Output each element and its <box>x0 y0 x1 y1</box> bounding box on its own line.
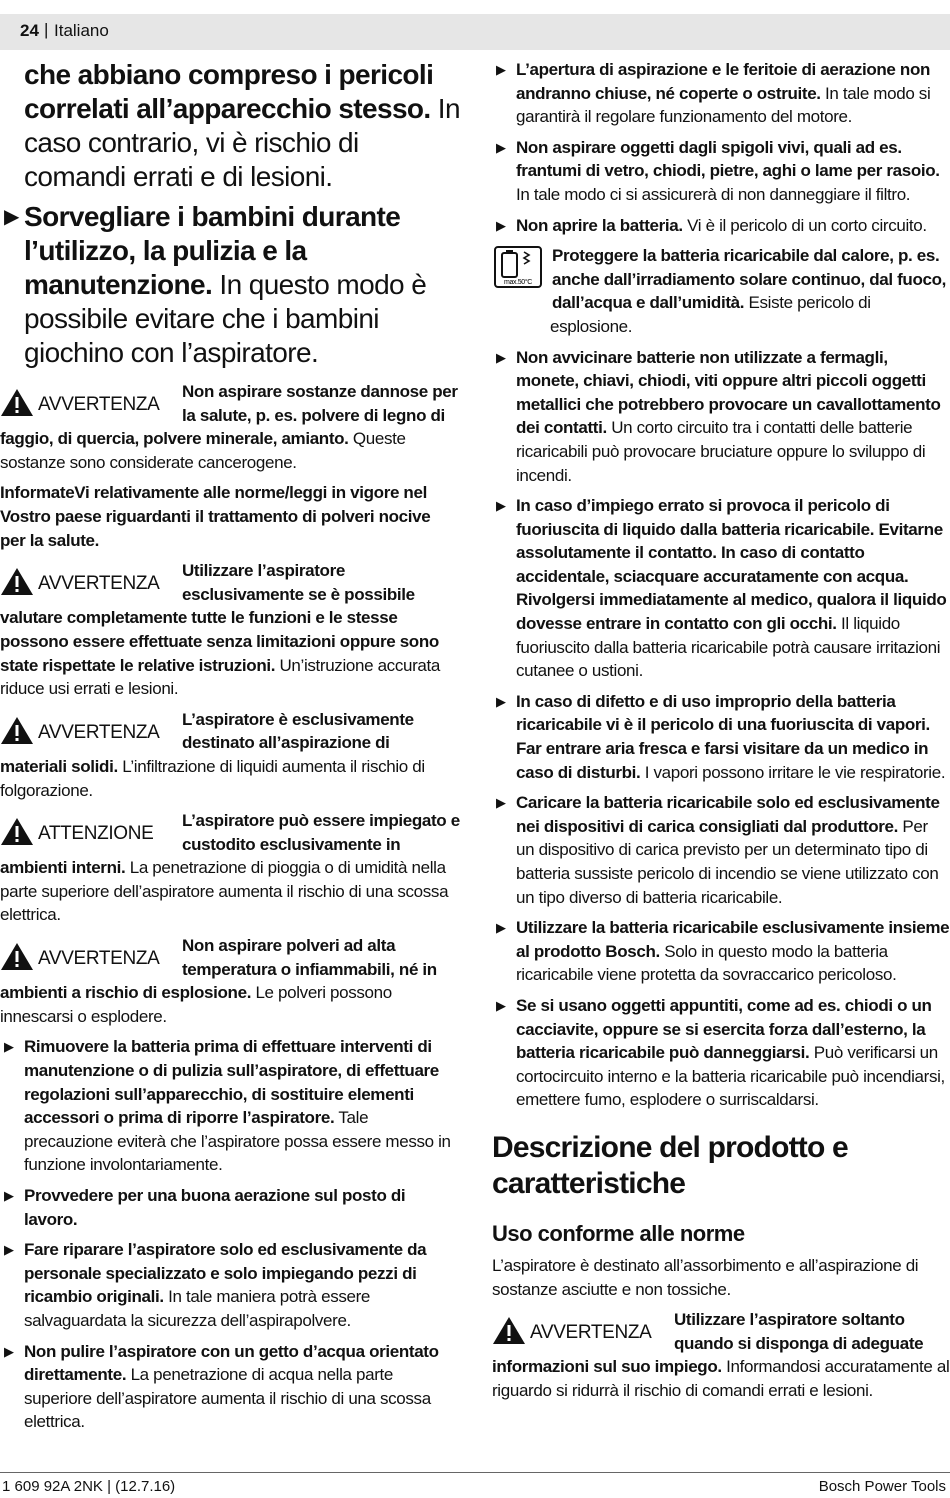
warning-label: AVVERTENZA <box>38 721 160 743</box>
warning-5-bold: Utilizzare l’aspiratore soltanto quando si disponga di adeguate informazioni sul suo impiego. <box>492 1310 924 1377</box>
warning-block-2 <box>0 559 460 701</box>
warning-badge <box>492 1312 664 1348</box>
children-rest: In questo modo è possibile evitare che i bambini giochino con l’aspiratore. <box>24 269 427 368</box>
footer-doc-id: 1 609 92A 2NK | (12.7.16) <box>2 1478 176 1495</box>
inform-paragraph: InformateVi relativamente alle norme/leggi in vigore nel Vostro paese riguardanti il trattamento di polveri nocive per la salute. <box>0 483 431 550</box>
list-item <box>492 346 950 488</box>
footer-brand: Bosch Power Tools <box>818 1478 946 1495</box>
list-item-text: In tale maniera potrà essere salvaguardata la sicurezza dell’aspirapolvere. <box>24 1287 371 1330</box>
warning-block-3 <box>0 708 460 802</box>
header-language: Italiano <box>54 21 109 40</box>
list-item-bold: Non aspirare oggetti dagli spigoli vivi, quali ad es. frantumi di vetro, chiodi, pietre, aghi o lame per rasoio. <box>516 137 940 181</box>
intro-rest: In caso contrario, vi è rischio di comandi errati e di lesioni. <box>24 93 460 192</box>
list-item <box>492 916 950 987</box>
list-item-text: Il liquido fuoriuscito dalla batteria ricaricabile potrà causare irritazioni cutanee o ustioni. <box>516 614 941 681</box>
warning-block-5 <box>492 1308 950 1402</box>
warning-2-bold: Utilizzare l’aspiratore esclusivamente se è possibile valutare completamente tutte le funzioni e le stesse possono essere effettuate senza limitazioni oppure sono state rispettate le relative istruzioni. <box>0 561 439 675</box>
children-bold: Sorvegliare i bambini durante l’utilizzo, la pulizia e la manutenzione. <box>24 201 401 300</box>
list-item-text: Per un dispositivo di carica previsto per un determinato tipo di batteria sussiste pericolo di incendio se viene utilizzato con un tipo diverso di batteria ricaricabile. <box>516 816 939 907</box>
page-footer <box>0 1472 950 1495</box>
list-item-text: Solo in questo modo la batteria ricaricabile viene protetta da sovraccarico pericoloso. <box>516 941 897 985</box>
page-number: 24 <box>20 21 39 40</box>
list-item <box>0 1238 460 1332</box>
caution-rest: La penetrazione di pioggia o di umidità nella parte superiore dell’aspiratore aumenta il rischio di una scossa elettrica. <box>0 858 449 925</box>
bullet-arrow-icon: ▶ <box>4 1343 14 1359</box>
list-item-bold: Caricare la batteria ricaricabile solo ed esclusivamente nei dispositivi di carica consigliati dal produttore. <box>516 793 940 836</box>
heat-warning-rest: Esiste pericolo di esplosione. <box>550 293 871 336</box>
list-item-bold: Rimuovere la batteria prima di effettuare interventi di manutenzione o di pulizia sull’aspiratore, di effettuare regolazioni sull’apparecchio, di sostituire elementi accessori o prima di riporre l’aspiratore. <box>24 1037 439 1128</box>
caution-bold: L’aspiratore può essere impiegato e custodito esclusivamente in ambienti interni. <box>0 811 460 878</box>
list-item <box>492 791 950 909</box>
warning-badge <box>0 384 172 420</box>
list-item <box>492 214 950 238</box>
warning-1-rest: Queste sostanze sono considerate cancerogene. <box>0 429 406 472</box>
list-item <box>492 58 950 129</box>
bullet-arrow-icon: ▶ <box>496 795 506 811</box>
list-item-text: Tale precauzione eviterà che l’aspiratore possa essere messo in funzione involontariamente. <box>24 1108 451 1175</box>
header-separator: | <box>44 20 49 39</box>
bullet-arrow-icon: ▶ <box>496 920 506 936</box>
left-column <box>0 58 460 1441</box>
list-item <box>492 690 950 784</box>
warning-badge <box>0 938 172 974</box>
warning-label: AVVERTENZA <box>530 1322 652 1344</box>
list-item <box>0 1340 460 1434</box>
list-item <box>0 1035 460 1177</box>
intended-use-text: L’aspiratore è destinato all’assorbimento e all’aspirazione di sostanze asciutte e non tossiche. <box>492 1255 919 1299</box>
warning-4-rest: Le polveri possono innescarsi o esplodere. <box>0 983 392 1026</box>
warning-5-rest: Informandosi accuratamente al riguardo si ridurrà il rischio di comandi errati e lesioni. <box>492 1357 950 1400</box>
list-item-text: Vi è il pericolo di un corto circuito. <box>682 215 927 235</box>
list-item-text: La penetrazione di acqua nella parte superiore dell’aspiratore aumenta il rischio di una scossa elettrica. <box>24 1365 431 1432</box>
bullet-arrow-icon: ▶ <box>496 498 506 514</box>
list-item-text: Un corto circuito tra i contatti delle batterie ricaricabili può provocare bruciature oppure lo sviluppo di incendi. <box>516 418 926 485</box>
warning-label: AVVERTENZA <box>38 948 160 970</box>
heat-protection-icon <box>492 244 544 292</box>
warning-block-4 <box>0 934 460 1028</box>
right-column <box>492 58 950 1410</box>
list-item <box>492 136 950 207</box>
list-item-bold: In caso d’impiego errato si provoca il pericolo di fuoriuscita di liquido dalla batteria ricaricabile. Evitarne assolutamente il contatto. In caso di contatto accidentale, sciacquare accuratamente con acqua. Rivolgersi immediatamente al medico, qualora il liquido dovesse entrare in contatto con gli occhi. <box>516 496 947 634</box>
warning-label: AVVERTENZA <box>38 573 160 595</box>
intro-bold: che abbiano compreso i pericoli correlati all’apparecchio stesso. <box>24 59 434 124</box>
section-title: Descrizione del prodotto e caratteristiche <box>492 1130 848 1200</box>
warning-badge <box>0 563 172 599</box>
list-item <box>0 1184 460 1231</box>
warning-badge <box>0 712 172 748</box>
warning-4-bold: Non aspirare polveri ad alta temperatura o infiammabili, né in ambienti a rischio di esplosione. <box>0 936 437 1003</box>
caution-block <box>0 809 460 927</box>
list-item-bold: Se si usano oggetti appuntiti, come ad es. chiodi o un cacciavite, oppure se si esercita forza dall’esterno, la batteria ricaricabile può danneggiarsi. <box>516 995 932 1063</box>
page-header <box>0 14 950 50</box>
list-item <box>492 994 950 1112</box>
subsection-title: Uso conforme alle norme <box>492 1220 745 1246</box>
list-item-text: In tale modo ci si assicurerà di non danneggiare il filtro. <box>516 184 911 204</box>
bullet-arrow-icon: ▶ <box>496 217 506 233</box>
heat-warning-bold: Proteggere la batteria ricaricabile dal calore, p. es. anche dall’irradiamento solare continuo, dal fuoco, dall’acqua e dall’umidità. <box>552 246 947 313</box>
warning-label: AVVERTENZA <box>38 394 160 415</box>
bullet-arrow-icon: ▶ <box>496 349 506 365</box>
warning-3-bold: L’aspiratore è esclusivamente destinato all’aspirazione di materiali solidi. <box>0 709 414 776</box>
bullet-arrow-icon: ▶ <box>496 139 506 155</box>
list-item-bold: In caso di difetto e di uso improprio della batteria ricaricabile vi è il pericolo di una fuoriuscita di vapori. Far entrare aria fresca e farsi visitare da un medico in caso di disturbi. <box>516 691 930 782</box>
bullet-arrow-icon: ▶ <box>496 693 506 709</box>
bullet-arrow-icon: ▶ <box>4 1188 14 1203</box>
list-item-text: I vapori possono irritare le vie respiratorie. <box>640 762 946 782</box>
bullet-arrow-icon: ▶ <box>4 1242 14 1258</box>
list-item-bold: Non pulire l’aspiratore con un getto d’acqua orientato direttamente. <box>24 1341 439 1385</box>
heat-warning-block <box>492 244 950 338</box>
list-item-text: Può verificarsi un cortocircuito interno e la batteria ricaricabile può incendiarsi, emettere fumo, esplodere o surriscaldarsi. <box>516 1043 945 1110</box>
list-item-bold: Utilizzare la batteria ricaricabile esclusivamente insieme al prodotto Bosch. <box>516 918 950 961</box>
list-item <box>492 494 950 683</box>
intro-paragraph <box>24 58 460 194</box>
list-item-bold: Fare riparare l’aspiratore solo ed esclusivamente da personale specializzato e solo impiegando pezzi di ricambio originali. <box>24 1240 427 1307</box>
caution-label: ATTENZIONE <box>38 823 154 845</box>
warning-block-1 <box>0 380 460 474</box>
bullet-arrow-icon: ▶ <box>4 206 19 228</box>
bullet-arrow-icon: ▶ <box>4 1039 14 1055</box>
temp-icon-label: max.50°C <box>503 279 533 287</box>
warning-1-bold: Non aspirare sostanze dannose per la salute, p. es. polvere di legno di faggio, di quercia, polvere minerale, amianto. <box>0 382 458 449</box>
list-item-bold: Non aprire la batteria. <box>516 215 683 235</box>
bullet-arrow-icon: ▶ <box>496 997 506 1013</box>
caution-badge <box>0 813 172 849</box>
list-item-bold: Non avvicinare batterie non utilizzate a fermagli, monete, chiavi, chiodi, viti oppure altri piccoli oggetti metallici che potrebbero provocare un cavallottamento dei contatti. <box>516 347 941 438</box>
children-bullet <box>4 200 460 370</box>
warning-2-rest: Un’istruzione accurata riduce usi errati e lesioni. <box>0 655 440 699</box>
bullet-arrow-icon: ▶ <box>496 62 506 77</box>
list-item-text: In tale modo si garantirà il regolare funzionamento del motore. <box>516 83 931 127</box>
warning-3-rest: L’infiltrazione di liquidi aumenta il rischio di folgorazione. <box>0 756 425 800</box>
list-item-bold: L’apertura di aspirazione e le feritoie di aerazione non andranno chiuse, né coperte o ostruite. <box>516 60 931 103</box>
list-item-bold: Provvedere per una buona aerazione sul posto di lavoro. <box>24 1186 406 1229</box>
